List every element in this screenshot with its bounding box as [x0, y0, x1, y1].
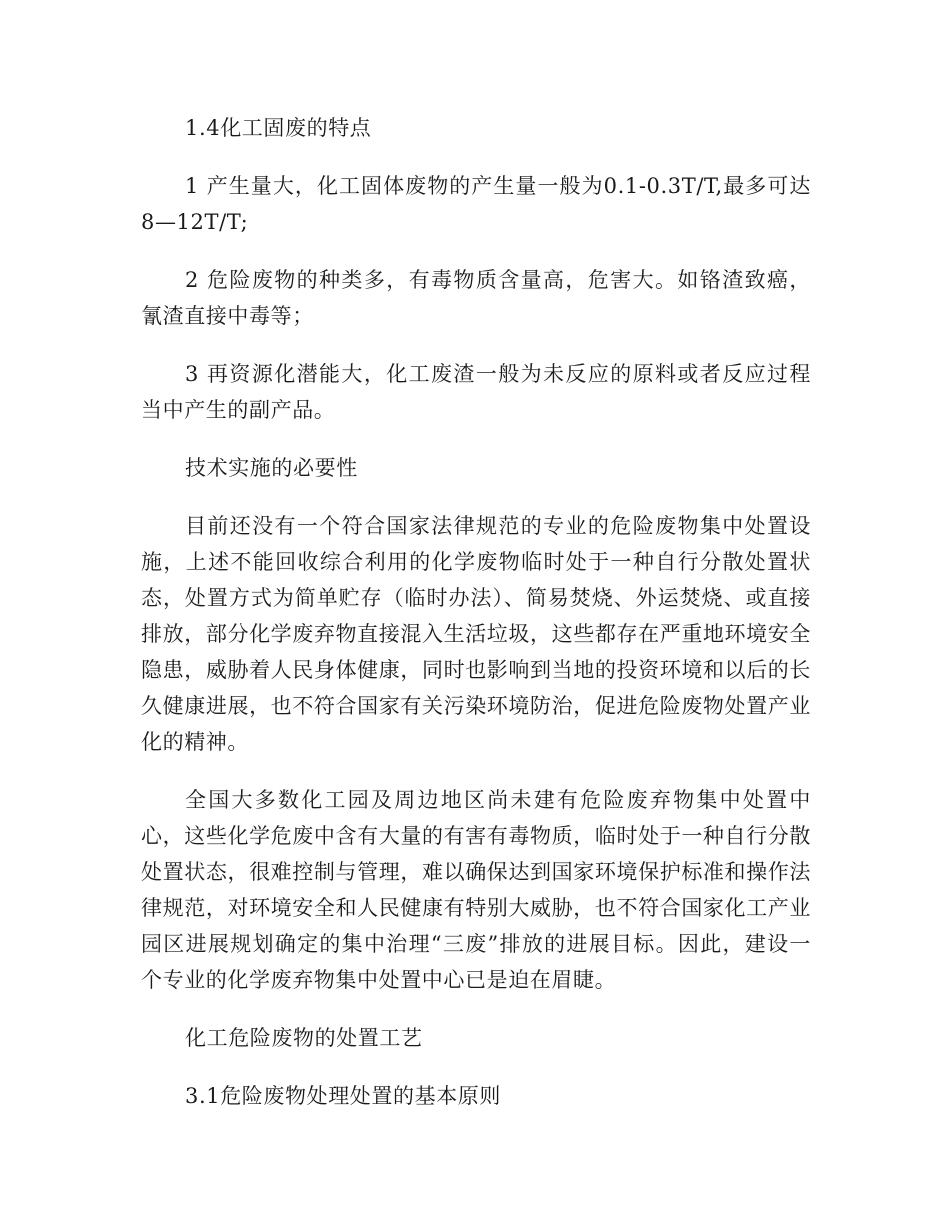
section-heading-chemical-waste-characteristics: 1.4化工固废的特点 — [185, 116, 372, 140]
section-heading-disposal-process: 化工危险废物的处置工艺 — [185, 1026, 423, 1050]
paragraph-national-parks: 全国大多数化工园及周边地区尚未建有危险废弃物集中处置中心，这些化学危废中含有大量的有害有毒物质，临时处于一种自行分散处置状态，很难控制与管理，难以确保达到国家环境保护标准和操作法律规范，对环境安全和人民健康有特别大威胁，也不符合国家化工产业园区进展规划确定的集中治理“三废”排放的进展目标。因此，建设一个专业的化学废弃物集中处置中心已是迫在眉睫。 — [141, 788, 811, 992]
list-item-large-output: 1 产生量大，化工固体废物的产生量一般为0.1-0.3T/T,最多可达8—12T/T; — [141, 174, 811, 234]
section-heading-implementation-necessity: 技术实施的必要性 — [185, 456, 358, 480]
paragraph-current-situation: 目前还没有一个符合国家法律规范的专业的危险废物集中处置设施，上述不能回收综合利用的化学废物临时处于一种自行分散处置状态，处置方式为简单贮存（临时办法）、简易焚烧、外运焚烧、或直接排放，部分化学废弃物直接混入生活垃圾，这些都存在严重地环境安全隐患，威胁着人民身体健康，同时也影响到当地的投资环境和以后的长久健康进展，也不符合国家有关污染环境防治，促进危险废物处置产业化的精神。 — [141, 514, 811, 754]
list-item-resource-potential: 3 再资源化潜能大，化工废渣一般为未反应的原料或者反应过程当中产生的副产品。 — [141, 362, 811, 422]
section-heading-basic-principles: 3.1危险废物处理处置的基本原则 — [185, 1084, 501, 1108]
list-item-hazardous-types: 2 危险废物的种类多，有毒物质含量高，危害大。如铬渣致癌，氰渣直接中毒等； — [141, 268, 811, 328]
document-body — [141, 110, 811, 1136]
